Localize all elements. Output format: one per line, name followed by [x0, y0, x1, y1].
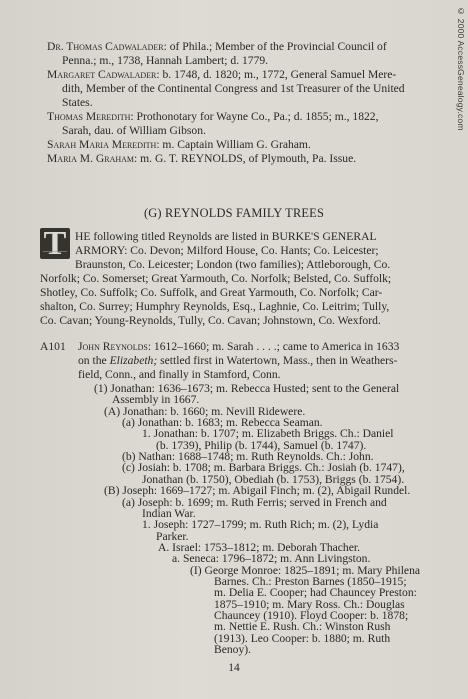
intro-line: Shotley, Co. Suffolk; Co. Suffolk, and Great Yarmouth, Co. Norfolk; Car-: [40, 286, 383, 299]
entry-line: Penna.; m., 1738, Hannah Lambert; d. 1779.: [62, 54, 269, 67]
entry-line: [47, 138, 311, 152]
entry-text: : of Phila.; Member of the Provincial Council of: [163, 40, 387, 53]
tree-line: (1) Jonathan: 1636–1673; m. Rebecca Husted; sent to the General: [94, 382, 400, 395]
entry-code: A101: [40, 340, 66, 353]
ship-name: Elizabeth;: [109, 354, 158, 367]
entry-text: : b. 1748, d. 1820; m., 1772, General Samuel Mere-: [156, 68, 397, 81]
copyright-watermark: © 2000 AccessGenealogy.com: [456, 6, 466, 131]
tree-line: Indian War.: [142, 506, 196, 520]
intro-line: Co. Cavan; Young-Reynolds, Tully, Co. Cavan; Johnstown, Co. Wexford.: [40, 314, 381, 327]
tree-line: (a) Joseph: b. 1699; m. Ruth Ferris; served in French and: [122, 495, 387, 509]
tree-line: a. Seneca: 1796–1872; m. Ann Livingston.: [172, 552, 371, 566]
tree-line: 1875–1910; m. Mary Ross. Ch.: Douglas: [214, 597, 405, 611]
entry-text: : m. G. T. REYNOLDS, of Plymouth, Pa. Issue.: [134, 152, 357, 165]
tree-line: Benoy).: [214, 643, 252, 656]
entry-name: Dr. Thomas Cadwalader: [47, 40, 164, 53]
entry-name: Sarah Maria Meredith: [47, 138, 157, 151]
a101-line: [78, 340, 399, 354]
entry-line: [47, 68, 396, 82]
entry-text: on the: [78, 354, 110, 367]
tree-line: 1. Joseph: 1727–1799; m. Ruth Rich; m. (2), Lydia: [142, 518, 379, 532]
tree-line: (c) Josiah: b. 1708; m. Barbara Briggs. Ch.: Josiah (b. 1747),: [122, 461, 405, 475]
a101-line: [78, 354, 397, 368]
entry-line: States.: [62, 96, 93, 109]
entry-text: : 1612–1660; m. Sarah . . . .; came to America in 1633: [147, 340, 400, 353]
entry-text: : m. Captain William G. Graham.: [156, 138, 311, 151]
dropcap-letter: T: [40, 228, 70, 259]
intro-line: ARMORY: Co. Devon; Milford House, Co. Hants; Co. Leicester;: [75, 244, 379, 257]
tree-line: Jonathan (b. 1750), Obediah (b. 1753), Briggs (b. 1754).: [142, 472, 405, 486]
entry-name: Margaret Cadwalader: [47, 68, 157, 81]
tree-line: (B) Joseph: 1669–1727; m. Abigail Finch; m. (2), Abigail Rundel.: [104, 484, 411, 498]
intro-line: Norfolk; Co. Somerset; Great Yarmouth, Co. Norfolk; Belsted, Co. Suffolk;: [40, 272, 392, 285]
entry-line: [47, 152, 356, 166]
tree-line: Assembly in 1667.: [112, 393, 200, 407]
section-heading: (G) REYNOLDS FAMILY TREES: [143, 206, 325, 220]
entry-line: dith, Member of the Continental Congress and 1st Treasurer of the United: [62, 82, 405, 95]
entry-line: Sarah, dau. of William Gibson.: [62, 124, 206, 137]
page-number: 14: [228, 662, 240, 674]
entry-text: settled first in Watertown, Mass., then in Weathers-: [157, 354, 398, 367]
tree-line: m. Delia E. Cooper; had Chauncey Preston:: [214, 586, 417, 600]
intro-line: HE following titled Reynolds are listed in BURKE'S GENERAL: [75, 230, 377, 243]
tree-line: (b. 1739), Philip (b. 1744), Samuel (b. 1747).: [156, 438, 367, 452]
intro-line: Braunston, Co. Leicester; London (two families); Attleborough, Co.: [75, 258, 391, 271]
a101-line: field, Conn., and finally in Stamford, Conn.: [78, 368, 281, 381]
entry-name: Maria M. Graham: [47, 152, 135, 165]
tree-line: (A) Jonathan: b. 1660; m. Nevill Ridewere.: [104, 404, 306, 418]
tree-line: (b) Nathan: 1688–1748; m. Ruth Reynolds. Ch.: John.: [122, 450, 374, 464]
intro-line: shalton, Co. Surrey; Humphry Reynolds, Esq., Laghnie, Co. Leitrim; Tully,: [40, 300, 390, 313]
tree-line: Parker.: [156, 529, 189, 543]
tree-line: Chauncey (1910). Floyd Cooper: b. 1878;: [214, 609, 409, 622]
tree-line: (1913). Leo Cooper: b. 1880; m. Ruth: [214, 631, 391, 645]
tree-line: Barnes. Ch.: Preston Barnes (1850–1915;: [214, 574, 407, 588]
tree-line: 1. Jonathan: b. 1707; m. Elizabeth Briggs. Ch.: Daniel: [142, 427, 394, 441]
tree-line: (a) Jonathan: b. 1683; m. Rebecca Seaman.: [122, 416, 323, 429]
tree-line: A. Israel: 1753–1812; m. Deborah Thacher.: [158, 540, 360, 554]
entry-line: [47, 40, 387, 54]
entry-name: John Reynolds: [78, 340, 148, 353]
tree-line: m. Nettie E. Rush. Ch.: Winston Rush: [214, 620, 391, 634]
entry-name: Thomas Meredith: [47, 110, 131, 123]
entry-text: : Prothonotary for Wayne Co., Pa.; d. 1855; m., 1822,: [130, 110, 379, 123]
entry-line: [47, 110, 379, 124]
tree-line: (I) George Monroe: 1825–1891; m. Mary Philena: [190, 563, 421, 577]
